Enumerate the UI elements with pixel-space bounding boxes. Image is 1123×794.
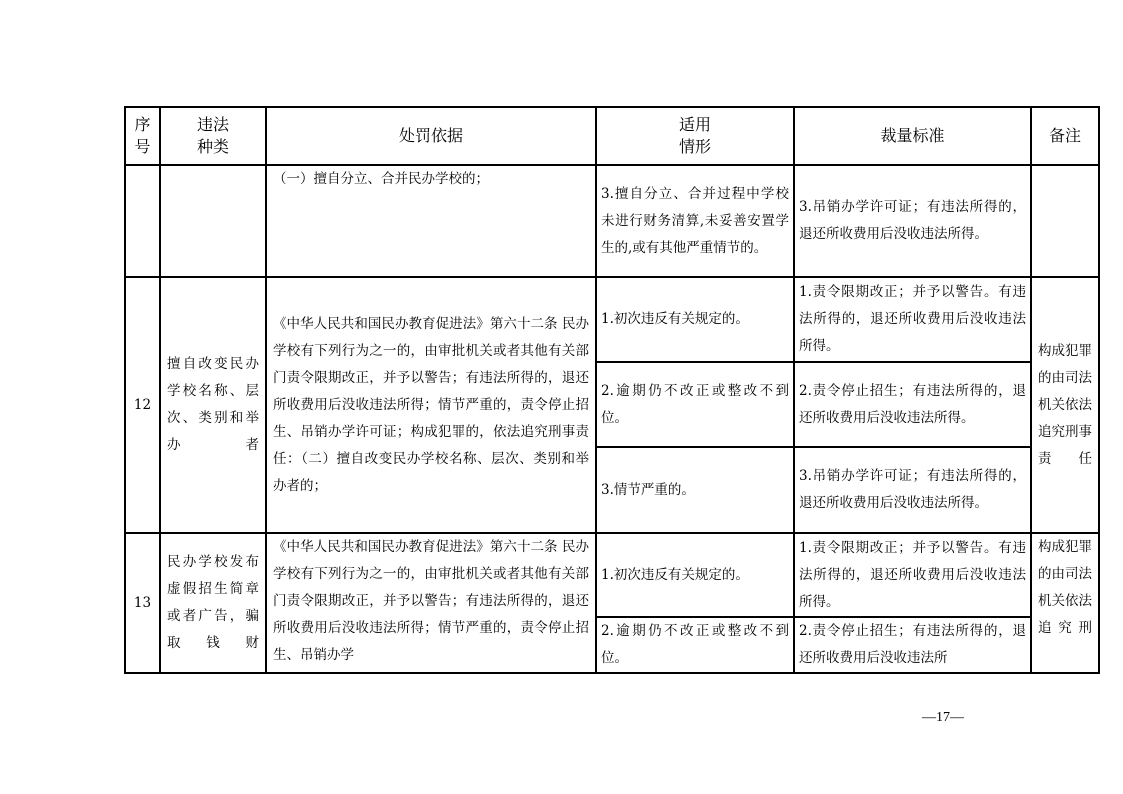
table-row	[125, 533, 1099, 617]
header-violation-type: 违法 种类	[160, 107, 266, 165]
header-penalty-basis: 处罚依据	[266, 107, 596, 165]
header-discretion-standard: 裁量标准	[794, 107, 1031, 165]
row-remark: 构成犯罪的由司法机关依法追究刑	[1031, 533, 1099, 673]
row-violation-type: 擅自改变民办学校名称、层次、类别和举办者	[160, 277, 266, 533]
row-remark: 构成犯罪的由司法机关依法追究刑事责任	[1031, 277, 1099, 533]
row-situation: 3.擅自分立、合并过程中学校未进行财务清算,未妥善安置学生的,或有其他严重情节的。	[596, 165, 794, 277]
row-standard: 3.吊销办学许可证；有违法所得的，退还所收费用后没收违法所得。	[794, 165, 1031, 277]
row-standard: 2.责令停止招生；有违法所得的，退还所收费用后没收违法所得。	[794, 362, 1031, 447]
row-violation-type	[160, 165, 266, 277]
row-penalty-basis: 《中华人民共和国民办教育促进法》第六十二条 民办学校有下列行为之一的，由审批机关或者其他有关部门责令限期改正，并予以警告；有违法所得的，退还所收费用后没收违法所得；情节严重的，责令停止招生、吊销办学	[266, 533, 596, 673]
row-standard: 1.责令限期改正；并予以警告。有违法所得的，退还所收费用后没收违法所得。	[794, 533, 1031, 617]
row-situation: 2.逾期仍不改正或整改不到位。	[596, 362, 794, 447]
row-violation-type: 民办学校发布虚假招生简章或者广告，骗取钱财	[160, 533, 266, 673]
header-applicable-scenario: 适用 情形	[596, 107, 794, 165]
row-seq: 12	[125, 277, 160, 533]
row-penalty-basis: （一）擅自分立、合并民办学校的；	[266, 165, 596, 277]
row-penalty-basis: 《中华人民共和国民办教育促进法》第六十二条 民办学校有下列行为之一的，由审批机关或者其他有关部门责令限期改正，并予以警告；有违法所得的，退还所收费用后没收违法所得；情节严重的，责令停止招生、吊销办学许可证；构成犯罪的，依法追究刑事责任：（二）擅自改变民办学校名称、层次、类别和举办者的；	[266, 277, 596, 533]
table-header-row	[125, 107, 1099, 165]
row-remark	[1031, 165, 1099, 277]
row-seq	[125, 165, 160, 277]
page-number: —17—	[922, 710, 964, 725]
header-remark: 备注	[1031, 107, 1099, 165]
row-standard: 2.责令停止招生；有违法所得的，退还所收费用后没收违法所	[794, 617, 1031, 673]
header-seq: 序 号	[125, 107, 160, 165]
row-situation: 3.情节严重的。	[596, 447, 794, 533]
table-row	[125, 277, 1099, 362]
row-situation: 1.初次违反有关规定的。	[596, 533, 794, 617]
table-row	[125, 165, 1099, 277]
row-situation: 1.初次违反有关规定的。	[596, 277, 794, 362]
row-standard: 1.责令限期改正；并予以警告。有违法所得的，退还所收费用后没收违法所得。	[794, 277, 1031, 362]
row-standard: 3.吊销办学许可证；有违法所得的，退还所收费用后没收违法所得。	[794, 447, 1031, 533]
row-seq: 13	[125, 533, 160, 673]
penalty-discretion-table	[124, 106, 1100, 674]
row-situation: 2.逾期仍不改正或整改不到位。	[596, 617, 794, 673]
